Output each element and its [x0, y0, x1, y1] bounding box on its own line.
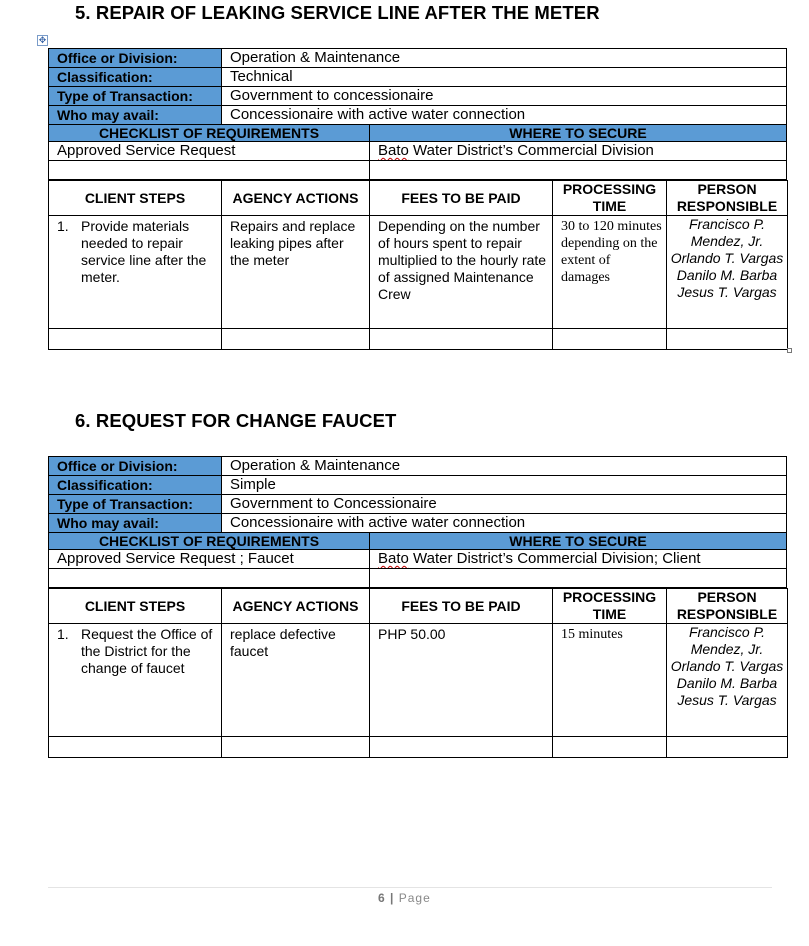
blank-cell [370, 161, 787, 180]
info-label: Office or Division: [49, 457, 222, 476]
client-step-text: Provide materials needed to repair service line after the meter. [81, 218, 207, 285]
info-value: Government to Concessionaire [222, 495, 787, 514]
info-label: Type of Transaction: [49, 495, 222, 514]
table-resize-handle-icon[interactable] [787, 348, 792, 353]
steps-table-5 [48, 180, 788, 350]
col-header-person-responsible: PERSON RESPONSIBLE [667, 181, 788, 216]
info-value: Operation & Maintenance [222, 49, 787, 68]
page-number: 6 [378, 891, 386, 905]
where-to-secure-header: WHERE TO SECURE [370, 125, 787, 142]
blank-cell [667, 329, 788, 350]
person-name: Orlando T. Vargas [670, 250, 784, 266]
blank-cell [222, 737, 370, 758]
step-number: 1. [57, 218, 69, 234]
client-step-cell [49, 216, 222, 329]
fees-cell: Depending on the number of hours spent to repair multiplied to the hourly rate of assigned Maintenance Crew [370, 216, 553, 329]
blank-cell [553, 329, 667, 350]
info-label: Type of Transaction: [49, 87, 222, 106]
blank-cell [370, 737, 553, 758]
checklist-header: CHECKLIST OF REQUIREMENTS [49, 533, 370, 550]
fees-cell: PHP 50.00 [370, 624, 553, 737]
page-footer [378, 891, 431, 905]
person-name: Francisco P. Mendez, Jr. [689, 624, 765, 657]
where-to-secure-cell: Bato Water District’s Commercial Division; Client [370, 550, 787, 569]
blank-cell [370, 569, 787, 588]
person-name: Francisco P. Mendez, Jr. [689, 216, 765, 249]
requirements-table-6 [48, 532, 787, 588]
requirement-cell: Approved Service Request ; Faucet [49, 550, 370, 569]
info-value: Operation & Maintenance [222, 457, 787, 476]
table-move-handle-icon[interactable]: ✥ [38, 35, 47, 45]
step-number: 1. [57, 626, 69, 642]
info-table-6 [48, 456, 787, 533]
col-header-client-steps: CLIENT STEPS [49, 589, 222, 624]
person-responsible-cell [667, 624, 788, 737]
requirements-table-5 [48, 124, 787, 180]
col-header-agency-actions: AGENCY ACTIONS [222, 181, 370, 216]
agency-action-cell: Repairs and replace leaking pipes after the meter [222, 216, 370, 329]
processing-time-cell: 15 minutes [553, 624, 667, 737]
blank-cell [667, 737, 788, 758]
steps-table-6 [48, 588, 788, 758]
blank-cell [222, 329, 370, 350]
client-step-text: Request the Office of the District for the change of faucet [81, 626, 213, 676]
blank-cell [49, 569, 370, 588]
person-responsible-cell [667, 216, 788, 329]
info-table-5 [48, 48, 787, 125]
spellcheck-word[interactable]: Bato [378, 550, 409, 567]
where-to-secure-cell: Bato Water District’s Commercial Division [370, 142, 787, 161]
info-value: Concessionaire with active water connection [222, 106, 787, 125]
person-name: Danilo M. Barba [676, 267, 778, 283]
col-header-fees: FEES TO BE PAID [370, 181, 553, 216]
client-step-cell [49, 624, 222, 737]
person-name: Orlando T. Vargas [670, 658, 784, 674]
blank-cell [370, 329, 553, 350]
footer-divider [48, 887, 772, 888]
info-value: Technical [222, 68, 787, 87]
spellcheck-word[interactable]: Bato [378, 142, 409, 159]
person-name: Danilo M. Barba [676, 675, 778, 691]
col-header-processing-time: PROCESSING TIME [553, 181, 667, 216]
info-value: Concessionaire with active water connection [222, 514, 787, 533]
info-label: Who may avail: [49, 106, 222, 125]
person-name: Jesus T. Vargas [677, 284, 777, 300]
col-header-processing-time: PROCESSING TIME [553, 589, 667, 624]
agency-action-cell: replace defective faucet [222, 624, 370, 737]
info-label: Who may avail: [49, 514, 222, 533]
info-value: Government to concessionaire [222, 87, 787, 106]
info-value: Simple [222, 476, 787, 495]
col-header-client-steps: CLIENT STEPS [49, 181, 222, 216]
col-header-person-responsible: PERSON RESPONSIBLE [667, 589, 788, 624]
person-name: Jesus T. Vargas [677, 692, 777, 708]
col-header-agency-actions: AGENCY ACTIONS [222, 589, 370, 624]
info-label: Classification: [49, 68, 222, 87]
info-label: Office or Division: [49, 49, 222, 68]
section-title-6: 6. REQUEST FOR CHANGE FAUCET [75, 410, 397, 431]
col-header-fees: FEES TO BE PAID [370, 589, 553, 624]
processing-time-cell: 30 to 120 minutes depending on the extent of damages [553, 216, 667, 329]
footer-separator: | [390, 891, 395, 905]
requirement-cell: Approved Service Request [49, 142, 370, 161]
blank-cell [49, 737, 222, 758]
where-to-secure-header: WHERE TO SECURE [370, 533, 787, 550]
checklist-header: CHECKLIST OF REQUIREMENTS [49, 125, 370, 142]
blank-cell [49, 329, 222, 350]
info-label: Classification: [49, 476, 222, 495]
section-title-5: 5. REPAIR OF LEAKING SERVICE LINE AFTER THE METER [75, 2, 600, 23]
blank-cell [49, 161, 370, 180]
page-label: Page [398, 891, 431, 905]
blank-cell [553, 737, 667, 758]
